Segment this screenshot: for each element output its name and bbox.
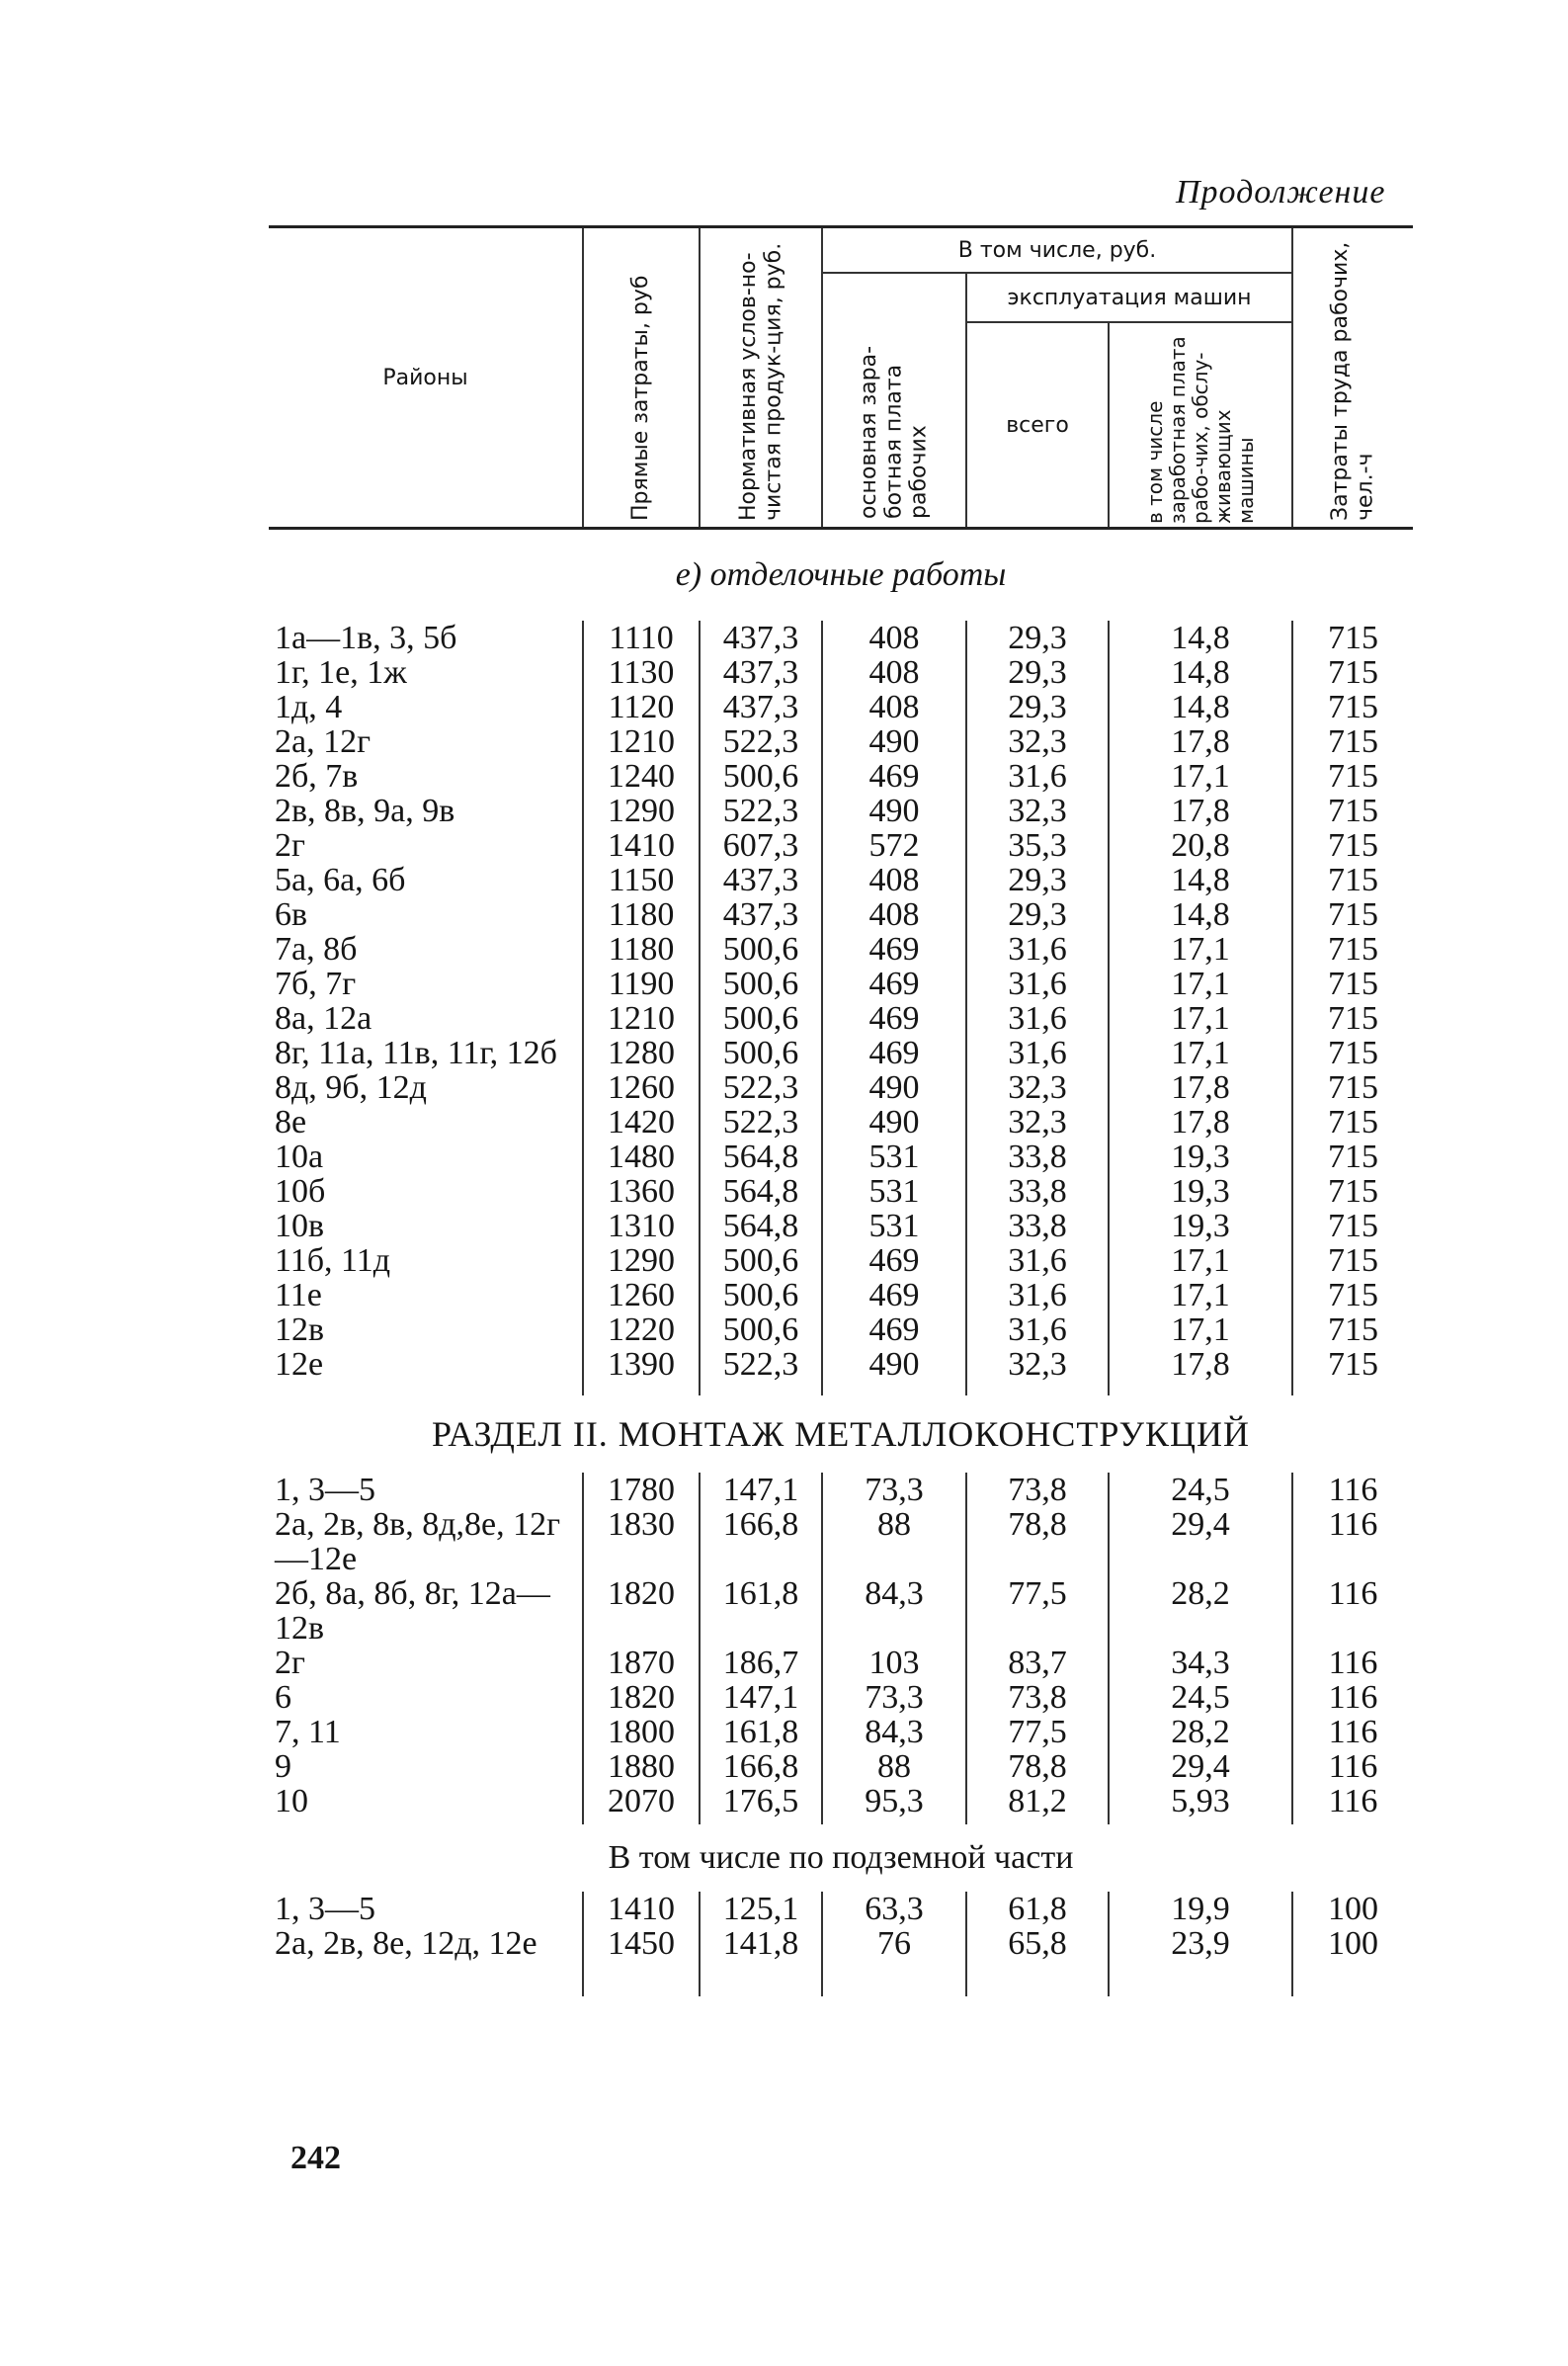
cell-labor: 100: [1292, 1892, 1413, 1926]
cell-direct: 1190: [583, 967, 700, 1001]
cell-normative: 522,3: [700, 724, 822, 759]
cell-region: 11е: [275, 1277, 322, 1313]
cell-wages: 490: [822, 1347, 966, 1382]
spacer-cell: [1109, 1961, 1292, 1996]
cell-wages: 88: [822, 1507, 966, 1576]
cell-direct: 1210: [583, 1001, 700, 1036]
cell-wages: 73,3: [822, 1473, 966, 1507]
cell-machines: 32,3: [966, 1070, 1109, 1105]
table-row: [269, 1070, 1413, 1105]
cell-direct: 2070: [583, 1784, 700, 1818]
table-row: [269, 897, 1413, 932]
cell-labor: 715: [1292, 655, 1413, 690]
section-underground-title: В том числе по подземной части: [608, 1839, 1074, 1876]
cell-direct: 1420: [583, 1105, 700, 1140]
header-regions: Районы: [269, 227, 583, 529]
cell-normative: 437,3: [700, 897, 822, 932]
cell-normative: 500,6: [700, 1036, 822, 1070]
cell-labor: 715: [1292, 1347, 1413, 1382]
header-machine-operation: эксплуатация машин: [966, 273, 1292, 322]
spacer-cell: [269, 1382, 583, 1395]
table-row: [269, 1278, 1413, 1312]
table-row: [269, 1312, 1413, 1347]
cell-labor: 116: [1292, 1507, 1413, 1576]
cell-machines: 31,6: [966, 1243, 1109, 1278]
cell-machines: 31,6: [966, 967, 1109, 1001]
table-row: [269, 690, 1413, 724]
cell-direct: 1280: [583, 1036, 700, 1070]
cell-wages: 84,3: [822, 1576, 966, 1646]
cell-machine-wages: 5,93: [1109, 1784, 1292, 1818]
cell-machines: 29,3: [966, 690, 1109, 724]
cost-table: [269, 225, 1413, 1996]
cell-wages: 490: [822, 724, 966, 759]
cell-region: 11б, 11д: [275, 1242, 391, 1279]
cell-machines: 31,6: [966, 1278, 1109, 1312]
cell-normative: 437,3: [700, 621, 822, 655]
cell-labor: 715: [1292, 1243, 1413, 1278]
spacer-cell: [269, 1961, 583, 1996]
cell-wages: 73,3: [822, 1680, 966, 1715]
cell-region: 8е: [275, 1104, 307, 1141]
cell-wages: 469: [822, 932, 966, 967]
table-row: [269, 1209, 1413, 1243]
spacer-cell: [700, 1382, 822, 1395]
row-spacer: [269, 1382, 1413, 1395]
cell-normative: 500,6: [700, 1278, 822, 1312]
cell-machines: 29,3: [966, 621, 1109, 655]
cell-machines: 31,6: [966, 1312, 1109, 1347]
spacer-cell: [822, 1961, 966, 1996]
cell-region: 2а, 2в, 8е, 12д, 12е: [275, 1925, 537, 1962]
cell-direct: 1480: [583, 1140, 700, 1174]
cell-direct: 1360: [583, 1174, 700, 1209]
cell-labor: 715: [1292, 794, 1413, 828]
cell-machines: 31,6: [966, 759, 1109, 794]
cell-machine-wages: 19,3: [1109, 1174, 1292, 1209]
cell-direct: 1120: [583, 690, 700, 724]
cell-machines: 33,8: [966, 1140, 1109, 1174]
table-row: [269, 1926, 1413, 1961]
cell-direct: 1450: [583, 1926, 700, 1961]
cell-machine-wages: 17,8: [1109, 1347, 1292, 1382]
table-row: [269, 932, 1413, 967]
spacer-cell: [966, 1382, 1109, 1395]
cell-labor: 715: [1292, 932, 1413, 967]
cell-region: 1д, 4: [275, 689, 343, 725]
table-row: [269, 1749, 1413, 1784]
cell-region: 2б, 8а, 8б, 8г, 12а—12в: [275, 1575, 550, 1647]
cell-machine-wages: 17,1: [1109, 967, 1292, 1001]
cell-machine-wages: 29,4: [1109, 1507, 1292, 1576]
cell-machines: 31,6: [966, 932, 1109, 967]
table-row: [269, 1576, 1413, 1646]
cell-region: 9: [275, 1748, 291, 1785]
cell-machine-wages: 17,1: [1109, 1278, 1292, 1312]
cell-normative: 147,1: [700, 1473, 822, 1507]
cell-region: 2г: [275, 1645, 305, 1681]
cell-direct: 1240: [583, 759, 700, 794]
cell-machine-wages: 17,1: [1109, 1312, 1292, 1347]
cell-machines: 32,3: [966, 1347, 1109, 1382]
cell-labor: 715: [1292, 1001, 1413, 1036]
cell-region: 8а, 12а: [275, 1000, 372, 1037]
cell-normative: 161,8: [700, 1715, 822, 1749]
cell-region: 7, 11: [275, 1714, 341, 1750]
cell-direct: 1260: [583, 1070, 700, 1105]
cell-region: 2а, 2в, 8в, 8д,8е, 12г—12е: [275, 1506, 561, 1577]
header-including: В том числе, руб.: [822, 227, 1292, 274]
cell-labor: 715: [1292, 1278, 1413, 1312]
cell-labor: 715: [1292, 1036, 1413, 1070]
cell-wages: 469: [822, 1312, 966, 1347]
cell-machine-wages: 17,8: [1109, 1070, 1292, 1105]
cell-region: 1, 3—5: [275, 1891, 375, 1927]
cell-machine-wages: 19,9: [1109, 1892, 1292, 1926]
table-row: [269, 1507, 1413, 1576]
cell-normative: 522,3: [700, 1070, 822, 1105]
cell-direct: 1820: [583, 1680, 700, 1715]
table-row: [269, 1243, 1413, 1278]
cell-machines: 77,5: [966, 1576, 1109, 1646]
cell-machine-wages: 17,8: [1109, 1105, 1292, 1140]
section-underground-rows: [269, 1892, 1413, 1996]
cell-machine-wages: 17,8: [1109, 794, 1292, 828]
cell-labor: 116: [1292, 1576, 1413, 1646]
cell-direct: 1780: [583, 1473, 700, 1507]
spacer-cell: [700, 1961, 822, 1996]
cell-machine-wages: 14,8: [1109, 621, 1292, 655]
cell-region: 10в: [275, 1208, 325, 1244]
cell-wages: 469: [822, 967, 966, 1001]
table-row: [269, 1105, 1413, 1140]
cell-machines: 32,3: [966, 794, 1109, 828]
table-row: [269, 794, 1413, 828]
cell-machine-wages: 29,4: [1109, 1749, 1292, 1784]
cell-normative: 607,3: [700, 828, 822, 863]
table-row: [269, 1784, 1413, 1818]
cell-normative: 147,1: [700, 1680, 822, 1715]
cell-wages: 531: [822, 1209, 966, 1243]
cell-machine-wages: 14,8: [1109, 655, 1292, 690]
cell-normative: 500,6: [700, 932, 822, 967]
cell-wages: 408: [822, 655, 966, 690]
page-number: 242: [290, 2140, 341, 2176]
cell-wages: 408: [822, 863, 966, 897]
cell-machines: 61,8: [966, 1892, 1109, 1926]
cell-wages: 103: [822, 1646, 966, 1680]
cell-wages: 490: [822, 794, 966, 828]
cell-labor: 100: [1292, 1926, 1413, 1961]
cell-labor: 715: [1292, 897, 1413, 932]
table-row: [269, 724, 1413, 759]
cell-direct: 1210: [583, 724, 700, 759]
cell-labor: 715: [1292, 863, 1413, 897]
cell-machine-wages: 17,1: [1109, 1036, 1292, 1070]
cell-machine-wages: 17,8: [1109, 724, 1292, 759]
cell-wages: 572: [822, 828, 966, 863]
cell-machine-wages: 34,3: [1109, 1646, 1292, 1680]
cell-wages: 408: [822, 690, 966, 724]
cell-machines: 35,3: [966, 828, 1109, 863]
section-e-title: е) отделочные работы: [675, 556, 1007, 593]
header-direct-costs: Прямые затраты, руб: [583, 227, 700, 529]
cell-region: 1г, 1е, 1ж: [275, 654, 407, 691]
cell-direct: 1150: [583, 863, 700, 897]
cell-machine-wages: 14,8: [1109, 863, 1292, 897]
cell-wages: 88: [822, 1749, 966, 1784]
cell-direct: 1310: [583, 1209, 700, 1243]
cell-wages: 490: [822, 1070, 966, 1105]
section-2-title: РАЗДЕЛ II. МОНТАЖ МЕТАЛЛОКОНСТРУКЦИЙ: [431, 1414, 1251, 1454]
cell-machine-wages: 14,8: [1109, 897, 1292, 932]
cell-normative: 500,6: [700, 1243, 822, 1278]
cell-normative: 166,8: [700, 1507, 822, 1576]
cell-normative: 522,3: [700, 1347, 822, 1382]
cell-wages: 469: [822, 1036, 966, 1070]
table-row: [269, 1715, 1413, 1749]
cell-region: 1а—1в, 3, 5б: [275, 620, 457, 656]
cell-direct: 1820: [583, 1576, 700, 1646]
cell-normative: 564,8: [700, 1140, 822, 1174]
cell-wages: 76: [822, 1926, 966, 1961]
table-row: [269, 967, 1413, 1001]
cell-normative: 500,6: [700, 1001, 822, 1036]
cell-labor: 715: [1292, 1070, 1413, 1105]
section-e-rows: [269, 621, 1413, 1395]
header-labor-costs: Затраты труда рабочих, чел.-ч: [1292, 227, 1413, 529]
cell-machine-wages: 20,8: [1109, 828, 1292, 863]
cell-labor: 715: [1292, 1209, 1413, 1243]
cell-wages: 63,3: [822, 1892, 966, 1926]
section-2: [269, 1395, 1413, 1473]
table-row: [269, 1347, 1413, 1382]
cell-machine-wages: 28,2: [1109, 1715, 1292, 1749]
cell-direct: 1880: [583, 1749, 700, 1784]
cell-direct: 1800: [583, 1715, 700, 1749]
cell-machines: 29,3: [966, 863, 1109, 897]
cell-machine-wages: 28,2: [1109, 1576, 1292, 1646]
cell-normative: 564,8: [700, 1209, 822, 1243]
cell-direct: 1260: [583, 1278, 700, 1312]
section-underground: [269, 1824, 1413, 1892]
cell-wages: 408: [822, 621, 966, 655]
table-row: [269, 1140, 1413, 1174]
header-normative-output: Нормативная услов-но-чистая продук-ция, руб.: [700, 227, 822, 529]
cell-normative: 437,3: [700, 690, 822, 724]
cell-direct: 1410: [583, 1892, 700, 1926]
spacer-cell: [1109, 1382, 1292, 1395]
cell-region: 6: [275, 1679, 291, 1716]
cell-machines: 33,8: [966, 1174, 1109, 1209]
cell-region: 2б, 7в: [275, 758, 359, 795]
cell-wages: 469: [822, 1278, 966, 1312]
cell-labor: 715: [1292, 1140, 1413, 1174]
cell-machines: 81,2: [966, 1784, 1109, 1818]
cell-direct: 1390: [583, 1347, 700, 1382]
table-row: [269, 1892, 1413, 1926]
table-row: [269, 1036, 1413, 1070]
cell-labor: 715: [1292, 1174, 1413, 1209]
cell-labor: 715: [1292, 967, 1413, 1001]
cell-machines: 77,5: [966, 1715, 1109, 1749]
cell-machines: 65,8: [966, 1926, 1109, 1961]
continuation-label: Продолжение: [1176, 174, 1386, 211]
cell-wages: 84,3: [822, 1715, 966, 1749]
cell-region: 10: [275, 1783, 308, 1819]
cell-labor: 715: [1292, 1312, 1413, 1347]
cell-machines: 29,3: [966, 655, 1109, 690]
cell-machine-wages: 14,8: [1109, 690, 1292, 724]
table-row: [269, 1473, 1413, 1507]
cell-machine-wages: 24,5: [1109, 1473, 1292, 1507]
cell-wages: 531: [822, 1140, 966, 1174]
cell-region: 10а: [275, 1139, 324, 1175]
cell-normative: 141,8: [700, 1926, 822, 1961]
cell-wages: 95,3: [822, 1784, 966, 1818]
cell-normative: 125,1: [700, 1892, 822, 1926]
cell-direct: 1290: [583, 794, 700, 828]
cell-wages: 469: [822, 1001, 966, 1036]
table-header: [269, 227, 1413, 529]
header-incl-machine-wages: в том числе заработная плата рабо-чих, обслу-живающих машины: [1109, 322, 1292, 529]
cell-machine-wages: 24,5: [1109, 1680, 1292, 1715]
cell-direct: 1220: [583, 1312, 700, 1347]
cell-labor: 116: [1292, 1473, 1413, 1507]
cell-labor: 715: [1292, 621, 1413, 655]
spacer-cell: [1292, 1382, 1413, 1395]
spacer-cell: [822, 1382, 966, 1395]
cell-region: 7а, 8б: [275, 931, 358, 968]
cell-machines: 83,7: [966, 1646, 1109, 1680]
cell-machines: 31,6: [966, 1001, 1109, 1036]
cell-machines: 78,8: [966, 1749, 1109, 1784]
cell-machine-wages: 17,1: [1109, 1243, 1292, 1278]
cell-normative: 522,3: [700, 794, 822, 828]
cell-region: 8д, 9б, 12д: [275, 1069, 427, 1106]
cell-direct: 1130: [583, 655, 700, 690]
cell-machines: 73,8: [966, 1680, 1109, 1715]
spacer-cell: [966, 1961, 1109, 1996]
cell-direct: 1290: [583, 1243, 700, 1278]
cell-labor: 715: [1292, 690, 1413, 724]
cell-direct: 1180: [583, 932, 700, 967]
section-e: [269, 529, 1413, 622]
header-total: всего: [966, 322, 1109, 529]
table-row: [269, 655, 1413, 690]
cell-region: 5а, 6а, 6б: [275, 862, 406, 898]
cell-region: 2г: [275, 827, 305, 864]
cell-machine-wages: 19,3: [1109, 1140, 1292, 1174]
cell-machines: 78,8: [966, 1507, 1109, 1576]
cell-machine-wages: 17,1: [1109, 1001, 1292, 1036]
cell-machines: 73,8: [966, 1473, 1109, 1507]
table-row: [269, 1680, 1413, 1715]
table-row: [269, 1646, 1413, 1680]
cell-labor: 715: [1292, 724, 1413, 759]
table-row: [269, 1174, 1413, 1209]
cell-machines: 32,3: [966, 724, 1109, 759]
table-row: [269, 621, 1413, 655]
cell-region: 8г, 11а, 11в, 11г, 12б: [275, 1035, 557, 1071]
cell-labor: 116: [1292, 1715, 1413, 1749]
cell-wages: 469: [822, 759, 966, 794]
cell-machines: 32,3: [966, 1105, 1109, 1140]
cell-region: 2а, 12г: [275, 723, 371, 760]
cell-direct: 1410: [583, 828, 700, 863]
cell-labor: 116: [1292, 1784, 1413, 1818]
spacer-cell: [583, 1382, 700, 1395]
cell-machine-wages: 17,1: [1109, 932, 1292, 967]
cell-normative: 176,5: [700, 1784, 822, 1818]
table-row: [269, 863, 1413, 897]
cell-normative: 500,6: [700, 1312, 822, 1347]
cell-region: 6в: [275, 896, 308, 933]
header-basic-wages: основная зара-ботная плата рабочих: [822, 273, 966, 529]
cell-normative: 437,3: [700, 655, 822, 690]
section-2-rows: [269, 1473, 1413, 1824]
cell-region: 10б: [275, 1173, 326, 1210]
cell-normative: 500,6: [700, 967, 822, 1001]
cell-normative: 500,6: [700, 759, 822, 794]
cell-machine-wages: 17,1: [1109, 759, 1292, 794]
cell-region: 12е: [275, 1346, 324, 1383]
cell-labor: 116: [1292, 1680, 1413, 1715]
cell-normative: 522,3: [700, 1105, 822, 1140]
cell-wages: 469: [822, 1243, 966, 1278]
cell-labor: 116: [1292, 1749, 1413, 1784]
cell-region: 12в: [275, 1311, 325, 1348]
table-row: [269, 1001, 1413, 1036]
cell-wages: 490: [822, 1105, 966, 1140]
cell-region: 7б, 7г: [275, 966, 357, 1002]
cell-region: 2в, 8в, 9а, 9в: [275, 793, 455, 829]
table-row: [269, 828, 1413, 863]
cell-machines: 31,6: [966, 1036, 1109, 1070]
cell-normative: 564,8: [700, 1174, 822, 1209]
spacer-cell: [1292, 1961, 1413, 1996]
cell-direct: 1830: [583, 1507, 700, 1576]
cell-labor: 116: [1292, 1646, 1413, 1680]
cell-normative: 437,3: [700, 863, 822, 897]
spacer-cell: [583, 1961, 700, 1996]
cell-machine-wages: 19,3: [1109, 1209, 1292, 1243]
cell-normative: 186,7: [700, 1646, 822, 1680]
cell-direct: 1180: [583, 897, 700, 932]
cell-labor: 715: [1292, 759, 1413, 794]
cell-direct: 1110: [583, 621, 700, 655]
cell-machines: 33,8: [966, 1209, 1109, 1243]
cell-labor: 715: [1292, 828, 1413, 863]
row-spacer: [269, 1961, 1413, 1996]
cell-labor: 715: [1292, 1105, 1413, 1140]
cell-region: 1, 3—5: [275, 1472, 375, 1508]
cell-wages: 408: [822, 897, 966, 932]
cell-wages: 531: [822, 1174, 966, 1209]
cell-machines: 29,3: [966, 897, 1109, 932]
cell-machine-wages: 23,9: [1109, 1926, 1292, 1961]
table-row: [269, 759, 1413, 794]
cell-direct: 1870: [583, 1646, 700, 1680]
cell-normative: 166,8: [700, 1749, 822, 1784]
cell-normative: 161,8: [700, 1576, 822, 1646]
